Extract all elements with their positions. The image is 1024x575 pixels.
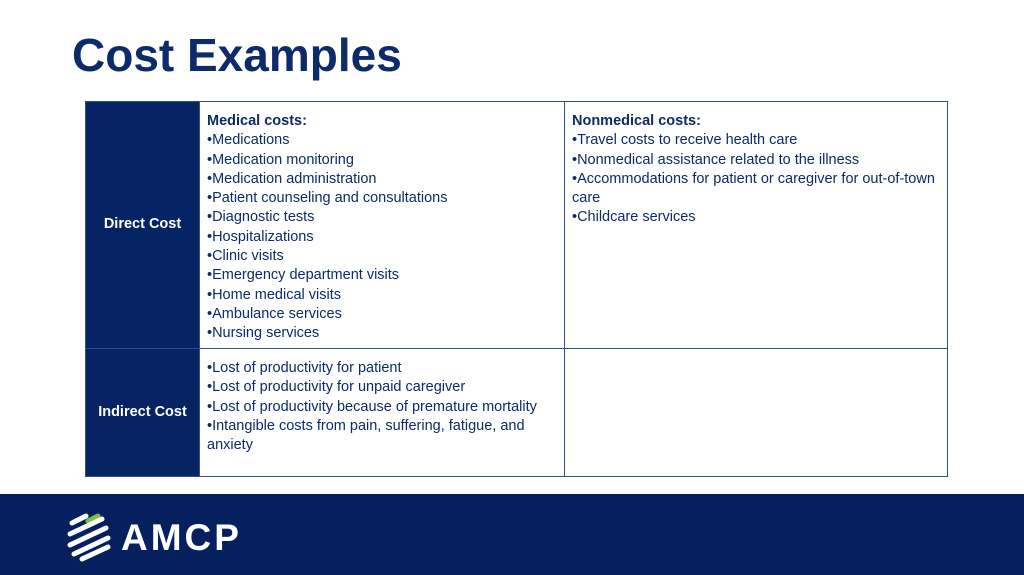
list-item: •Medication administration: [207, 170, 377, 187]
list-item: •Childcare services: [572, 209, 696, 226]
medical-costs-heading: Medical costs:: [207, 113, 307, 129]
list-item: •Diagnostic tests: [207, 209, 315, 226]
empty-cell: [565, 349, 948, 477]
cost-table: [85, 101, 948, 477]
direct-cost-label: Direct Cost: [86, 102, 200, 349]
list-item: •Lost of productivity because of premature mortality: [207, 398, 537, 415]
list-item: •Lost of productivity for unpaid caregiver: [207, 379, 466, 396]
list-item: •Home medical visits: [207, 286, 341, 303]
list-item: •Nursing services: [207, 325, 320, 342]
list-item: •Clinic visits: [207, 248, 284, 265]
nonmedical-costs-heading: Nonmedical costs:: [572, 113, 701, 129]
page-title: Cost Examples: [72, 29, 402, 81]
list-item: •Medication monitoring: [207, 151, 354, 168]
list-item: •Hospitalizations: [207, 228, 314, 245]
medical-costs-cell: [200, 102, 565, 349]
indirect-cost-row: [86, 349, 948, 477]
list-item: •Accommodations for patient or caregiver for out-of-town care: [572, 170, 935, 207]
amcp-logo-mark-icon: [66, 513, 126, 563]
list-item: •Emergency department visits: [207, 267, 400, 284]
amcp-logo-text: AMCP: [121, 517, 242, 558]
nonmedical-costs-cell: [565, 102, 948, 349]
list-item: •Patient counseling and consultations: [207, 190, 448, 207]
list-item: •Travel costs to receive health care: [572, 132, 798, 149]
list-item: •Nonmedical assistance related to the illness: [572, 151, 860, 168]
indirect-costs-cell: [200, 349, 565, 477]
list-item: •Ambulance services: [207, 305, 342, 322]
list-item: •Medications: [207, 132, 290, 149]
list-item: •Lost of productivity for patient: [207, 360, 402, 376]
indirect-cost-label: Indirect Cost: [86, 349, 200, 477]
list-item: •Intangible costs from pain, suffering, fatigue, and anxiety: [207, 417, 525, 454]
direct-cost-row: [86, 102, 948, 349]
